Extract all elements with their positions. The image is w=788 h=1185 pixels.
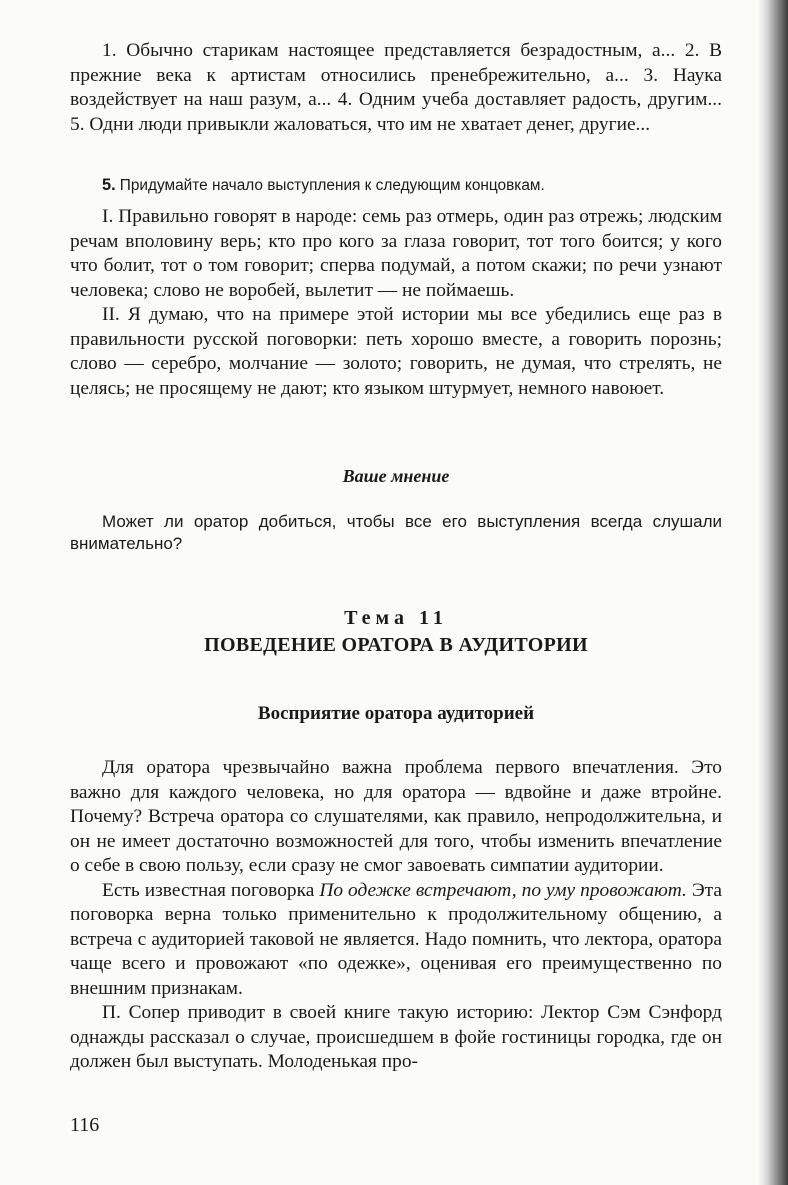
paragraph-3: П. Сопер приводит в своей книге такую историю: Лектор Сэм Сэнфорд однажды рассказал о случае, происшедшем в фойе гостиницы городка, где он должен был выступать. Молоденькая про- bbox=[70, 1002, 722, 1072]
topic-number: Тема 11 bbox=[344, 607, 448, 629]
paragraph-2-end: Эта поговорка верна только применительно к продолжительному общению, а встреча с аудиторией таковой не является. Надо помнить, что лектора, оратора чаще всего и провожают «по одежке», оценивая его преимущественно по внешним признакам. bbox=[70, 879, 722, 999]
opinion-question-text: Может ли оратор добиться, чтобы все его выступления всегда слушали внимательно? bbox=[70, 512, 722, 553]
paragraph-1: Для оратора чрезвычайно важна проблема первого впечатления. Это важно для каждого человека, но для оратора — вдвойне и даже втройне. Почему? Встреча оратора со слушателями, как правило, непродолжительна, и он не имеет достаточно возможностей для того, чтобы изменить впечатление о себе в свою пользу, если сразу не смог завоевать симпатии аудитории. bbox=[70, 757, 722, 876]
paragraph-2 bbox=[70, 879, 722, 1002]
page-number: 116 bbox=[70, 1114, 100, 1136]
exercise-list bbox=[70, 39, 722, 137]
exercise-sentences: 1. Обычно старикам настоящее представляется безрадостным, а... 2. В прежние века к артистам относились пренебрежительно, а... 3. Наука воздействует на наш разум, а... 4. Одним учеба доставляет радость, другим... 5. Одни люди привыкли жаловаться, что им не хватает денег, другие... bbox=[70, 40, 722, 135]
topic-title: ПОВЕДЕНИЕ ОРАТОРА В АУДИТОРИИ bbox=[204, 634, 588, 656]
ending-1: I. Правильно говорят в народе: семь раз отмерь, один раз отрежь; людским речам вполовину верь; кто про кого за глаза говорит, тот того боится; у кого что болит, тот о том говорит; сперва подумай, а потом скажи; по речи узнают человека; слово не воробей, вылетит — не поймаешь. bbox=[70, 206, 722, 301]
paragraph-2-start: Есть известная поговорка bbox=[102, 879, 320, 901]
task-text: Придумайте начало выступления к следующим концовкам. bbox=[119, 177, 545, 194]
book-spine-shadow bbox=[758, 0, 788, 1185]
proverb-italic: По одежке встречают, по уму провожают. bbox=[319, 879, 687, 901]
opinion-heading: Ваше мнение bbox=[342, 466, 450, 486]
opinion-question bbox=[70, 511, 722, 555]
answer-endings bbox=[70, 205, 722, 401]
body-text bbox=[70, 756, 722, 1075]
ending-2: II. Я думаю, что на примере этой истории мы все убедились еще раз в правильности русской поговорки: петь хорошо вместе, а говорить порознь; слово — серебро, молчание — золото; говорить, не думая, что стрелять, не целясь; не просящему не дают; кто языком штурмует, немного навоюет. bbox=[70, 304, 722, 399]
task-number: 5. bbox=[102, 176, 116, 194]
task-5 bbox=[70, 175, 722, 196]
section-heading: Восприятие оратора аудиторией bbox=[257, 703, 535, 724]
